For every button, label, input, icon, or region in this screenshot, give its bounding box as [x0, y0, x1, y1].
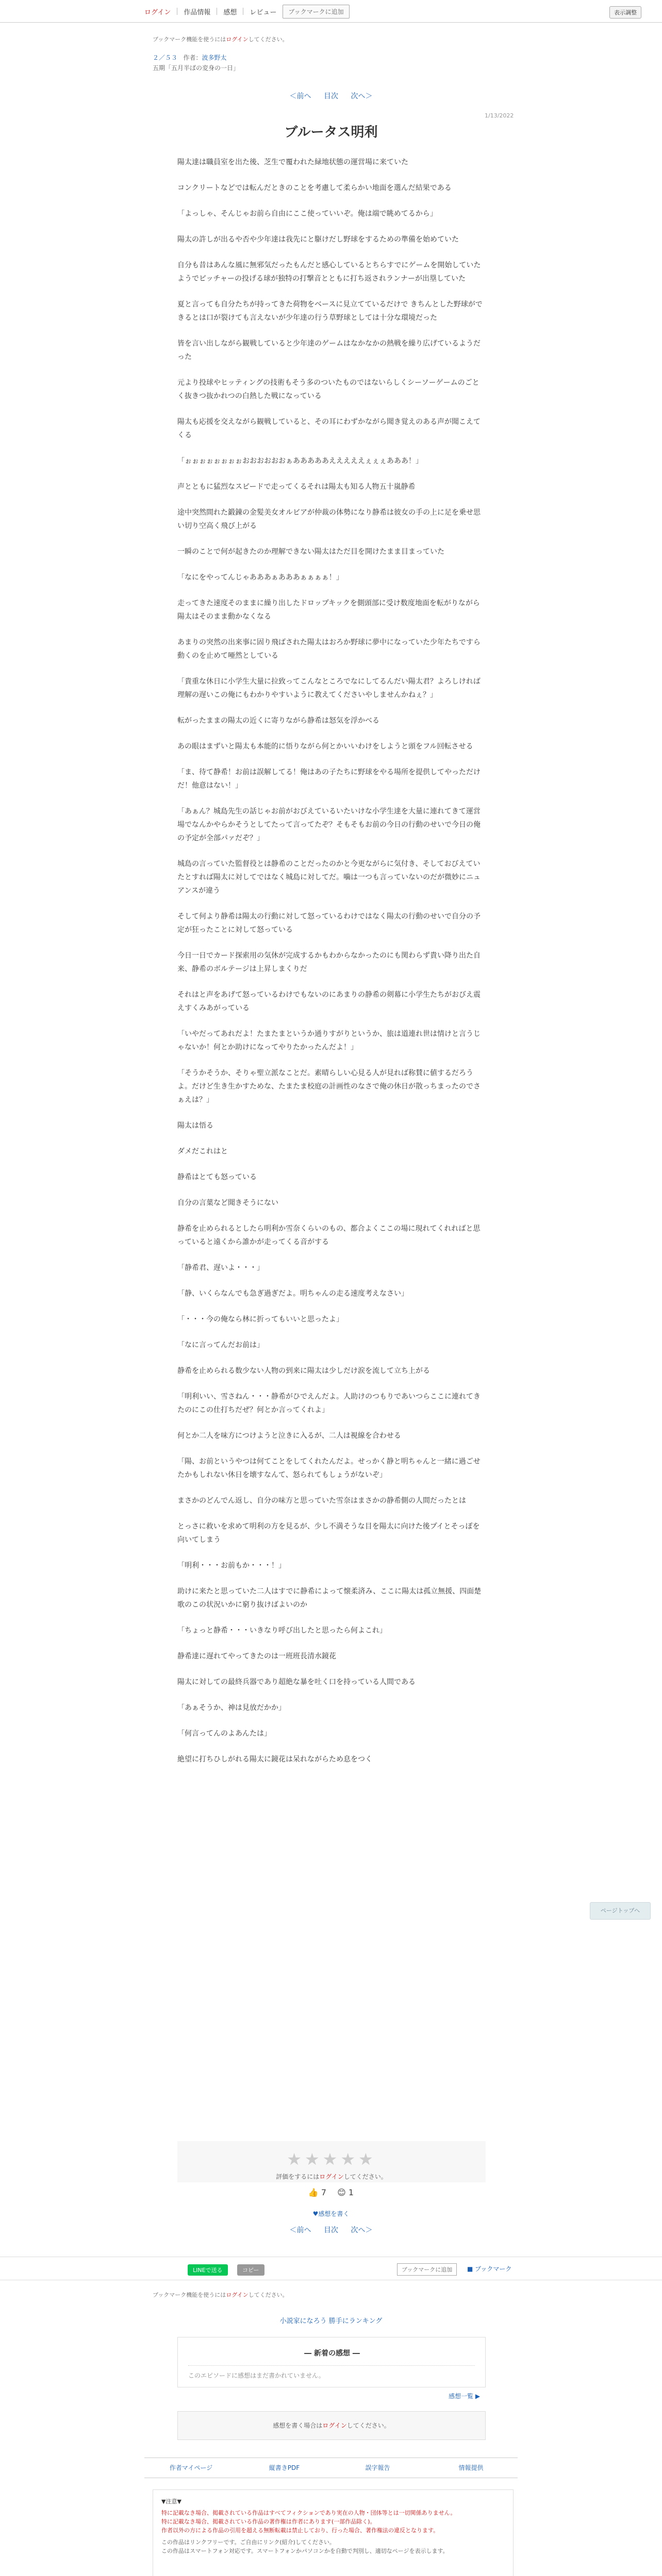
display-settings-button[interactable]: 表示調整 — [609, 6, 641, 19]
toc-link[interactable]: 目次 — [324, 92, 338, 100]
paragraph: 「なにをやってんじゃあああぁあああぁぁぁぁ！」 — [177, 573, 343, 582]
footer-nav — [144, 2458, 518, 2478]
author-mypage-link[interactable]: 作者マイページ — [169, 2464, 213, 2471]
paragraph: 陽太は悟る — [177, 1122, 213, 1130]
review-list-link[interactable]: 感想一覧 ▶ — [449, 2393, 481, 2400]
line-share-button[interactable]: LINEで送る — [188, 2264, 228, 2276]
write-review-prompt: 感想を書く場合はログインしてください。 — [177, 2411, 486, 2440]
top-bar — [0, 0, 662, 23]
paragraph: それはと声をあげて怒っているわけでもないのにあまりの静希の剣幕に小学生たちがおびえ震えすくみあがっている — [177, 991, 481, 1012]
bookmark-note: ブックマーク機能を使うにはログインしてください。 — [153, 36, 288, 43]
paragraph: 「・・・今の俺なら林に折ってもいいと思ったよ」 — [177, 1315, 343, 1324]
paragraph: 「静希君、遅いよ・・・」 — [177, 1264, 264, 1272]
episode-number[interactable]: ２／５３ — [153, 54, 178, 61]
paragraph: 「あぁん？城島先生の話じゃお前がおびえているいたいけな小学生達を大量に連れてきて運営場でなんかやらかそうとしてたって言ってたぞ？そもそもお前の今日の行動のせいで今日の俺の予定が全部パァだぞ？」 — [177, 807, 481, 842]
paragraph: 一瞬のことで何が起きたのか理解できない陽太はただ目を開けたまま目まっていた — [177, 548, 444, 556]
notice-line: この作品はスマートフォン対応です。スマートフォンかパソコンかを自動で判別し、適切なページを表示します。 — [161, 2548, 449, 2554]
login-link[interactable]: ログイン — [322, 2422, 347, 2429]
paragraph: コンクリートなどでは転んだときのことを考慮して柔らかい地面を選んだ結果である — [177, 184, 452, 192]
notice-heading: ▼注意▼ — [161, 2498, 181, 2505]
next-link[interactable]: 次へ＞ — [351, 92, 373, 100]
pager-top — [0, 91, 662, 101]
ranking-link[interactable]: 小説家になろう 勝手にランキング — [279, 2317, 383, 2325]
login-link[interactable]: ログイン — [144, 8, 171, 16]
no-reviews-text: このエピソードに感想はまだ書かれていません。 — [188, 2365, 475, 2380]
notice-line: この作品はリンクフリーです。ご自由にリンク(紹介)してください。 — [161, 2539, 335, 2546]
paragraph: とっさに救いを求めて明利の方を見るが、少し不満そうな目を陽太に向けた後プイとそっぽを向いてしまう — [177, 1522, 480, 1544]
prev-link[interactable]: ＜前へ — [289, 92, 311, 100]
paragraph: 静希達に遅れてやってきたのは一班班長清水鏡花 — [177, 1652, 336, 1660]
nav-recommend[interactable]: レビュー — [250, 8, 277, 16]
paragraph: 「ぉぉぉぉぉぉぉぉおおおおおおぁあああああえええええぇぇぇあああ！」 — [177, 457, 423, 465]
paragraph: 自分も昔はあんな風に無邪気だったもんだと感心しているとちらすでにゲームを開始していたようでピッチャーの投げる球が独特の打撃音とともに打ち返されランナーが出塁していた — [177, 261, 481, 283]
paragraph: 「あぁそうか、神は見放だかか」 — [177, 1704, 286, 1712]
login-link[interactable]: ログイン — [226, 2292, 249, 2298]
paragraph: 陽太の許しが出るや否や少年達は我先にと駆けだし野球をするための準備を始めていた — [177, 235, 459, 244]
paragraph: 「貴重な休日に小学生大量に拉致ってこんなところでなにしてるんだい陽太君？よろしければ理解の遅いこの俺にもわかりやすいように教えてくださいやしませんかねぇ？」 — [177, 677, 481, 699]
paragraph: 城島の言っていた監督役とは静希のことだったのかと今更ながらに気付き、そしておびえていたとすれば陽太に対してではなく城島に対してだ。噛は一つも言っていないのだが微妙にニュアンスが違う — [177, 860, 481, 895]
paragraph: 「ま、待て静希！お前は誤解してる！俺はあの子たちに野球をやる場所を提供してやっただけだ！他意はない！」 — [177, 768, 481, 790]
paragraph: 転がったままの陽太の近くに寄りながら静希は怒気を浮かべる — [177, 717, 379, 725]
rating-box — [177, 2141, 486, 2182]
info-report-link[interactable]: 情報提供 — [458, 2464, 484, 2471]
paragraph: まさかのどんでん返し、自分の味方と思っていた雪奈はまさかの静希側の人間だったとは — [177, 1497, 466, 1505]
rating-note: 評価をするにはログインしてください。 — [276, 2173, 387, 2180]
star-rating[interactable]: ★★★★★ — [287, 2149, 376, 2169]
nav-reviews[interactable]: 感想 — [223, 8, 237, 16]
bookmark-link[interactable]: ■ ブックマーク — [467, 2265, 512, 2273]
paragraph: 「いやだってあれだよ！たまたまというか通りすがりというか、旅は道連れ世は情けと言うじゃないか！何とか助けになってやりたかったんだよ！」 — [177, 1030, 481, 1052]
write-review-link[interactable]: ♥感想を書く — [312, 2210, 350, 2217]
toc-link[interactable]: 目次 — [324, 2226, 338, 2234]
reaction-thumbs-up[interactable]: 👍 7 — [308, 2188, 327, 2197]
reactions — [0, 2188, 662, 2197]
paragraph: 静希を止められる数少ない人物の到来に陽太は少しだけ涙を流して立ち上がる — [177, 1367, 430, 1375]
paragraph: 「よっしゃ、そんじゃお前ら自由にここ使っていいぞ。俺は端で眺めてるから」 — [177, 210, 437, 218]
pager-bottom — [0, 2225, 662, 2235]
share-bar — [0, 2257, 662, 2280]
paragraph: 静希はとても怒っている — [177, 1173, 257, 1181]
paragraph: 助けに来たと思っていた二人はすでに静希によって懐柔済み、ここに陽太は孤立無援、四面楚歌のこの状況いかに窮り抜けばよいのか — [177, 1587, 482, 1609]
paragraph: 「明利いい、雪さねん・・・静希がひでえんだよ。人助けのつもりであいつらここに連れてきたのにこの仕打ちだぜ？何とか言ってくれよ」 — [177, 1393, 481, 1414]
notice-line: 特に記載なき場合、掲載されている作品の著作権は作者にあります(一部作品除く)。 — [161, 2518, 376, 2525]
notice-line: 特に記載なき場合、掲載されている作品はすべてフィクションであり実在の人物・団体等とは一切関係ありません。 — [161, 2510, 456, 2516]
paragraph: あの眼はまずいと陽太も本能的に悟りながら何とかいいわけをしようと頭をフル回転させる — [177, 742, 473, 751]
login-link[interactable]: ログイン — [226, 36, 249, 43]
login-link[interactable]: ログイン — [319, 2173, 344, 2180]
new-reviews-box — [177, 2337, 486, 2387]
paragraph: 今日一日でカード探索用の気休が完成するかもわからなかったのにも関わらず貴い降り出た自来、静希のボルテージは上昇しまくりだ — [177, 952, 481, 973]
add-bookmark-button[interactable]: ブックマークに追加 — [397, 2263, 457, 2276]
paragraph: 静希を止められるとしたら明利か雪奈くらいのもの、都合よくここの場に現れてくれればと思っていると遠くから誰かが走ってくる音がする — [177, 1225, 481, 1246]
paragraph: 何とか二人を味方につけようと泣きに入るが、二人は視線を合わせる — [177, 1432, 401, 1440]
author-link[interactable]: 波多野太 — [202, 54, 227, 61]
paragraph: 走ってきた速度そのままに繰り出したドロップキックを側頭部に受け数度地面を転がりながら陽太はそのまま動かなくなる — [177, 599, 480, 621]
paragraph: 絶望に打ちひしがれる陽太に鏡花は呆れながらため息をつく — [177, 1755, 372, 1764]
paragraph: 「何言ってんのよあんたは」 — [177, 1730, 271, 1738]
paragraph: 夏と言っても自分たちが持ってきた荷物をベースに見立てているだけで きちんとした野球ができるとは口が裂けても言えないが少年達の行う草野球としては十分な環境だった — [177, 300, 483, 322]
paragraph: 陽太も応援を交えながら観戦していると、その耳にわずかながら聞き覚えのある声が聞こえてくる — [177, 418, 481, 439]
collection-title: 五期「五月半ばの変身の一日」 — [153, 64, 240, 72]
paragraph: 陽太達は職員室を出た後、芝生で覆われた緑地状態の運営場に来ていた — [177, 158, 408, 166]
episode-meta: ２／５３ 作者：波多野太 五期「五月半ばの変身の一日」 — [153, 53, 239, 73]
page-top-button[interactable]: ページトップへ — [590, 1902, 651, 1920]
notice-box — [153, 2489, 514, 2576]
paragraph: 「なに言ってんだお前は」 — [177, 1341, 264, 1349]
add-bookmark-button[interactable]: ブックマークに追加 — [283, 5, 349, 19]
chapter-title: ブルータス明利 — [284, 125, 378, 140]
copy-button[interactable]: コピー — [237, 2264, 264, 2276]
paragraph: 途中突然間れた鍛錬の金髪美女オルビアが仲裁の体勢になり静希は彼女の手の上に足を乗せ思い切り空高く飛び上がる — [177, 509, 481, 530]
notice-line: 作者以外の方による作品の引用を超える無断転載は禁止しており、行った場合、著作権法の違反となります。 — [161, 2527, 439, 2534]
paragraph: 元より投球やヒッティングの技術もそう多のついたものではないらしくシーソーゲームのごとく抜きつ抜かれつの白熱した戦になっている — [177, 379, 479, 400]
next-link[interactable]: 次へ＞ — [351, 2226, 373, 2234]
bookmark-note: ブックマーク機能を使うにはログインしてください。 — [153, 2292, 288, 2298]
paragraph: そして何より静希は陽太の行動に対して怒っているわけではなく陽太の行動のせいで自分の予定が狂ったことに対して怒っている — [177, 912, 481, 934]
paragraph: 「ちょっと静希・・・いきなり呼び出したと思ったら何よこれ」 — [177, 1626, 387, 1635]
reaction-smile[interactable]: 😊 1 — [337, 2188, 354, 2197]
prev-link[interactable]: ＜前へ — [289, 2226, 311, 2234]
paragraph: 「明利・・・お前もか・・・！」 — [177, 1562, 286, 1570]
chapter-body — [177, 156, 486, 1778]
typo-report-link[interactable]: 誤字報告 — [365, 2464, 390, 2471]
new-reviews-heading: ― 新着の感想 ― — [304, 2349, 360, 2358]
paragraph: あまりの突然の出来事に固り飛ばされた陽太はおろか野球に夢中になっていた少年たちですら動くのを止めて唖然としている — [177, 638, 481, 660]
paragraph: 陽太に対しての最終兵器であり超絶な暴を吐く口を持っている人間である — [177, 1678, 416, 1686]
paragraph: 皆を言い出しながら観戦していると少年達のゲームはなかなかの熱戦を繰り広げているようだった — [177, 340, 481, 361]
paragraph: 声とともに猛烈なスピードで走ってくるそれは陽太も知る人物五十嵐静希 — [177, 483, 416, 491]
paragraph: 「静、いくらなんでも急ぎ過ぎだよ。明ちゃんの走る速度考えなさい」 — [177, 1290, 408, 1298]
paragraph: 「そうかそうか、そりゃ聖立派なことだ。素晴らしい心見る人が見れば称賛に値するだろうよ。だけど生き生かすためな、たまたま校庭の計画性のなさで俺の休日が散っちまったのでさぁえは？」 — [177, 1069, 481, 1104]
nav-work-info[interactable]: 作品情報 — [184, 8, 211, 16]
vertical-pdf-link[interactable]: 縦書きPDF — [269, 2464, 300, 2471]
paragraph: ダメだこれはと — [177, 1147, 228, 1156]
paragraph: 「陽、お前というやつは何てことをしてくれたんだよ。せっかく静と明ちゃんと一緒に過ごせたかもしれない休日を壊すなんて、怒られてもしょうがないぞ」 — [177, 1458, 481, 1479]
post-date: 1/13/2022 — [485, 112, 514, 119]
paragraph: 自分の言葉など聞きそうにない — [177, 1199, 278, 1207]
